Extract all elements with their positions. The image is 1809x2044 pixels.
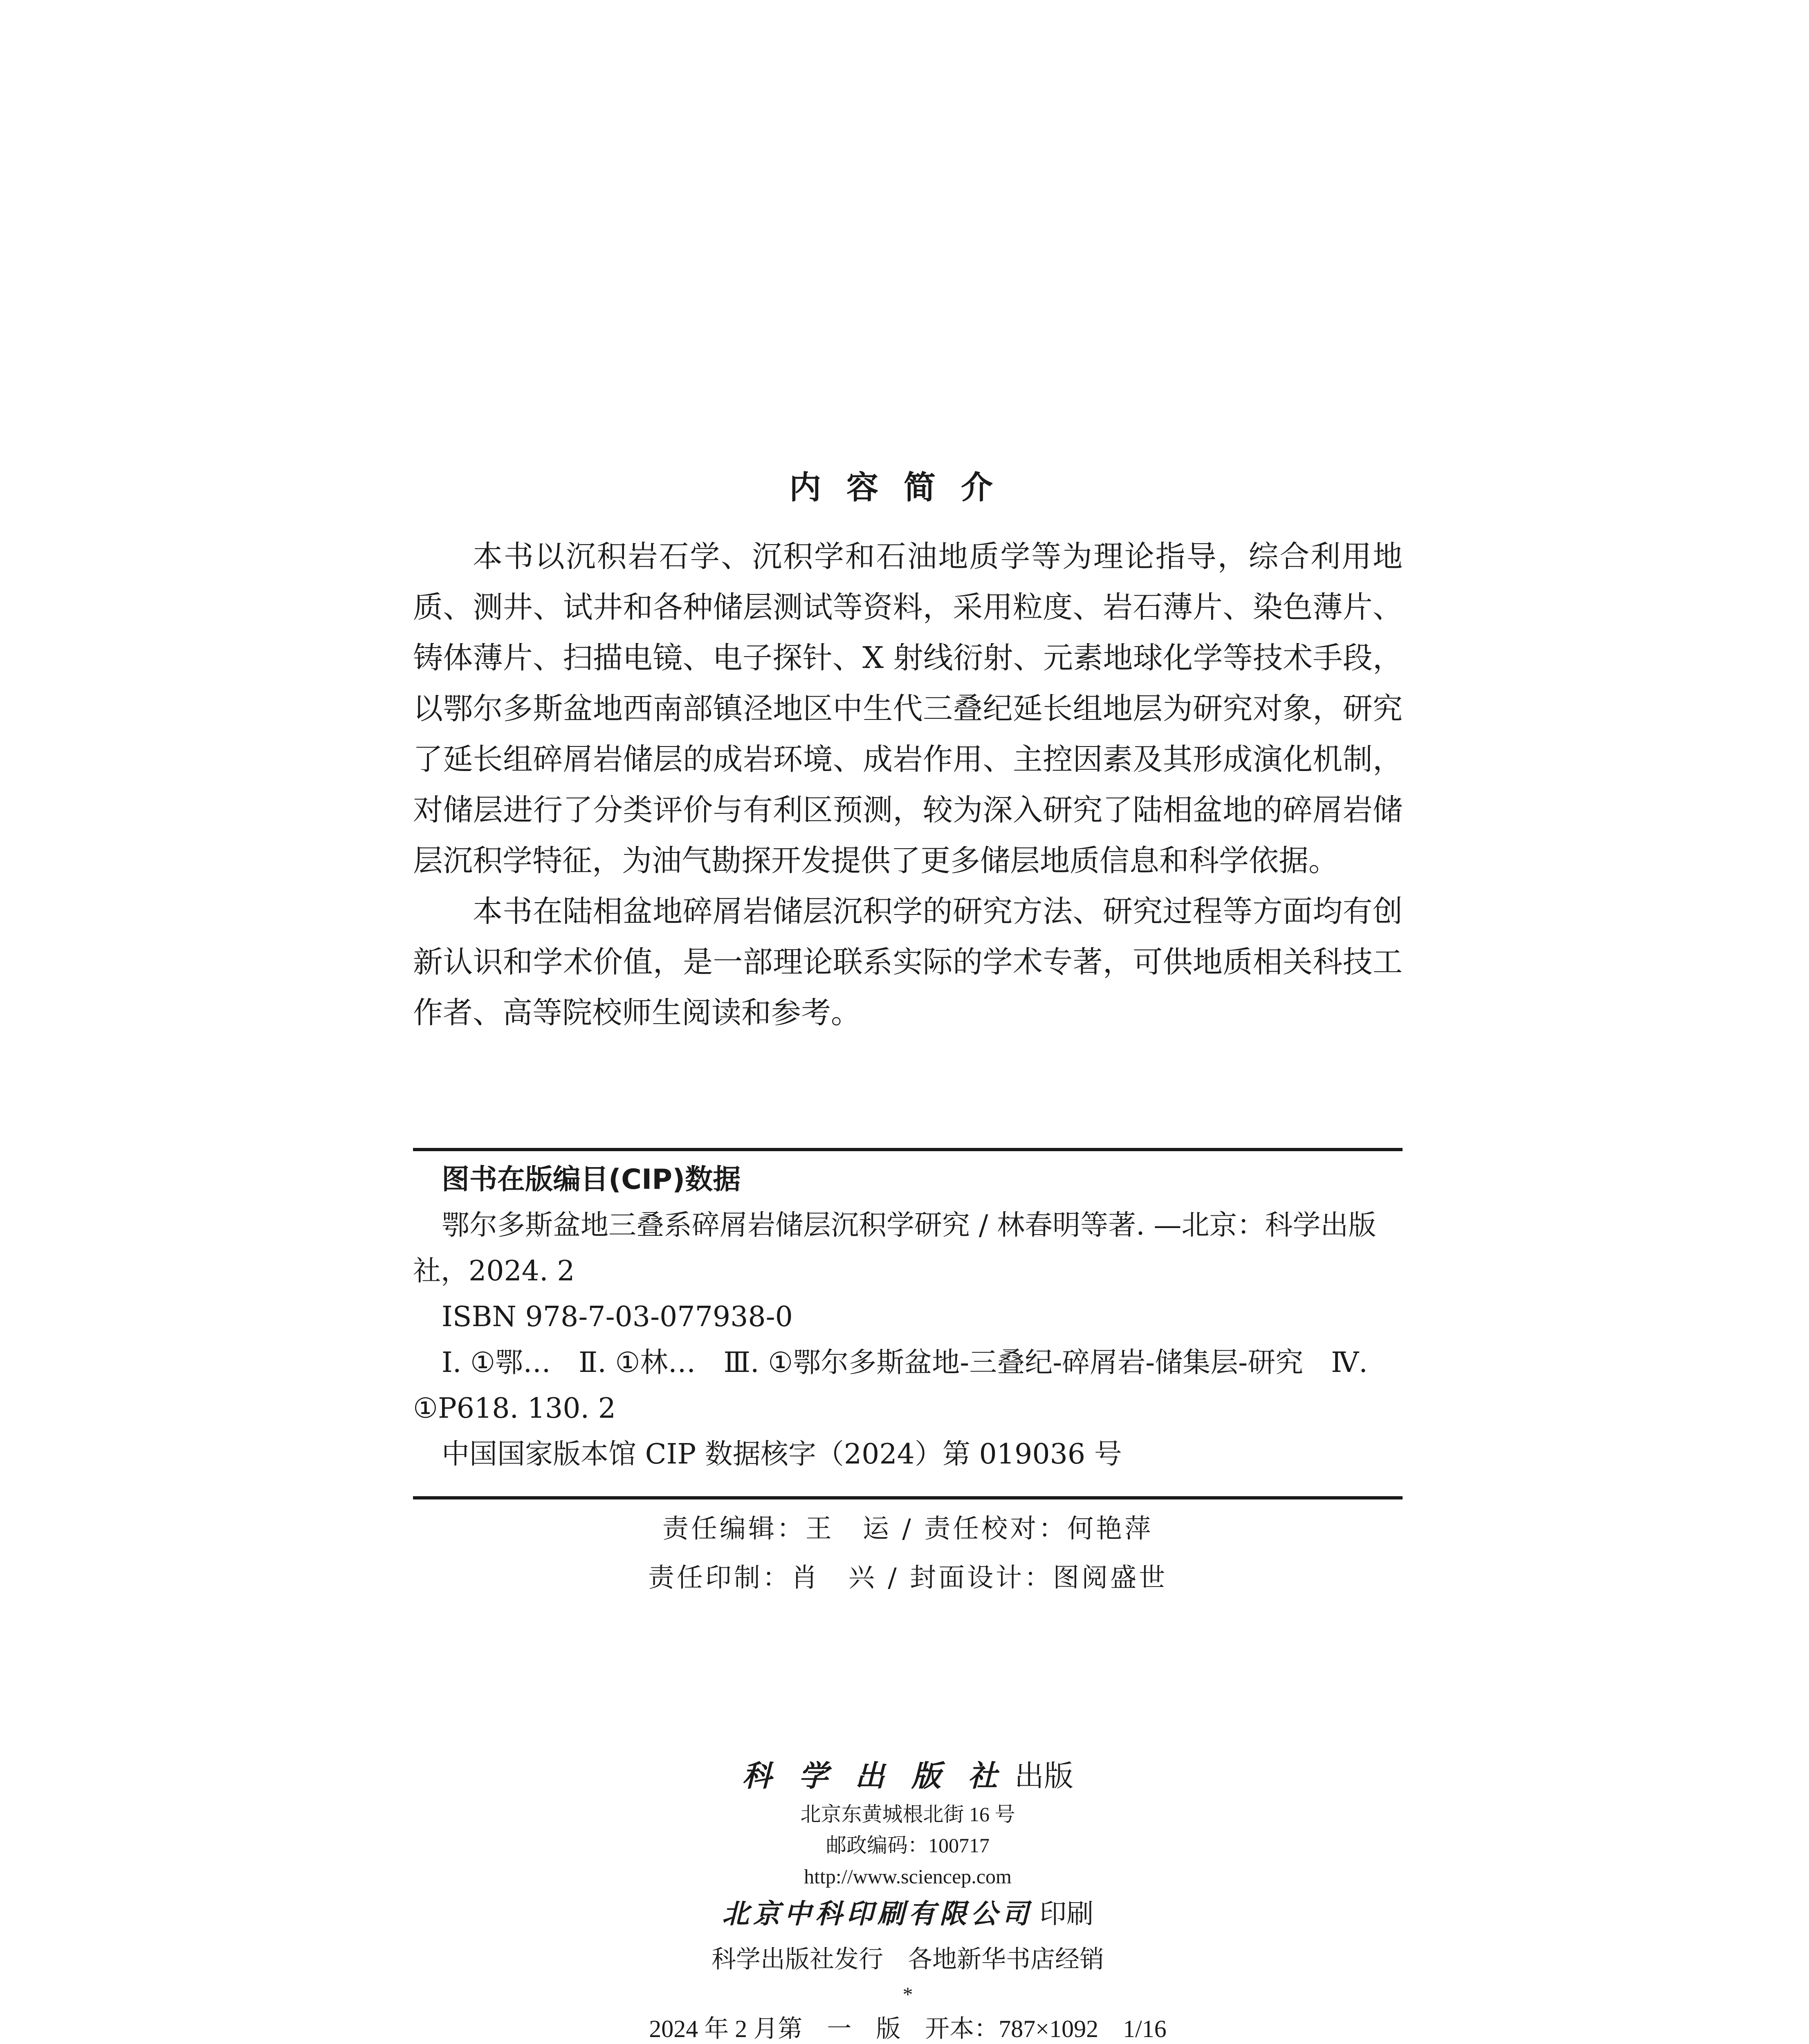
summary-title: 内容简介 <box>789 469 1018 506</box>
publisher-line <box>413 1754 1403 1799</box>
printer-line <box>413 1892 1403 1937</box>
cip-heading: 图书在版编目(CIP)数据 <box>442 1163 741 1196</box>
distribution-line: 科学出版社发行 各地新华书店经销 <box>711 1946 1104 1973</box>
summary-body <box>413 531 1403 1038</box>
publisher-name: 科 学 出 版 社 <box>742 1760 1007 1793</box>
printer-suffix: 印刷 <box>1039 1899 1094 1929</box>
publisher-suffix: 出版 <box>1014 1760 1074 1793</box>
publisher-website: http://www.sciencep.com <box>804 1865 1012 1888</box>
cip-top-rule <box>413 1148 1403 1151</box>
separator-star: * <box>902 1983 913 2006</box>
cip-verification: 中国国家版本馆 CIP 数据核字（2024）第 019036 号 <box>442 1438 1122 1470</box>
summary-paragraph-2: 本书在陆相盆地碎屑岩储层沉积学的研究方法、研究过程等方面均有创新认识和学术价值，是一部理论联系实际的学术专著，可供地质相关科技工作者、高等院校师生阅读和参考。 <box>413 894 1403 1030</box>
editor-credits-line-1: 责任编辑：王 运 / 责任校对：何艳萍 <box>662 1514 1154 1544</box>
editor-credits <box>413 1504 1403 1602</box>
publisher-address: 北京东黄城根北街 16 号 <box>800 1803 1015 1826</box>
summary-paragraph-1: 本书以沉积岩石学、沉积学和石油地质学等为理论指导，综合利用地质、测井、试井和各种储层测试等资料，采用粒度、岩石薄片、染色薄片、铸体薄片、扫描电镜、电子探针、X 射线衍射、元素地球化学等技术手段，以鄂尔多斯盆地西南部镇泾地区中生代三叠纪延长组地层为研究对象，研究了延长组碎屑岩储层的成岩环境、成岩作用、主控因素及其形成演化机制，对储层进行了分类评价与有利区预测，较为深入研究了陆相盆地的碎屑岩储层沉积学特征，为油气勘探开发提供了更多储层地质信息和科学依据。 <box>413 539 1403 878</box>
cip-classification: Ⅰ. ①鄂… Ⅱ. ①林… Ⅲ. ①鄂尔多斯盆地-三叠纪-碎屑岩-储集层-研究 Ⅳ. ①P618. 130. 2 <box>413 1347 1368 1425</box>
cip-bottom-rule <box>413 1496 1403 1499</box>
editor-credits-line-2: 责任印制：肖 兴 / 封面设计：图阅盛世 <box>648 1563 1168 1593</box>
printer-name: 北京中科印刷有限公司 <box>722 1899 1033 1929</box>
cip-block <box>413 1157 1403 1477</box>
edition-line: 2024 年 2 月第 一 版 开本：787×1092 1/16 <box>649 2015 1167 2042</box>
colophon <box>413 1754 1403 2044</box>
cip-isbn: ISBN 978-7-03-077938-0 <box>442 1301 793 1333</box>
cip-record: 鄂尔多斯盆地三叠系碎屑岩储层沉积学研究 / 林春明等著. —北京：科学出版社，2024. 2 <box>413 1209 1376 1287</box>
publisher-postcode: 邮政编码：100717 <box>826 1834 990 1857</box>
